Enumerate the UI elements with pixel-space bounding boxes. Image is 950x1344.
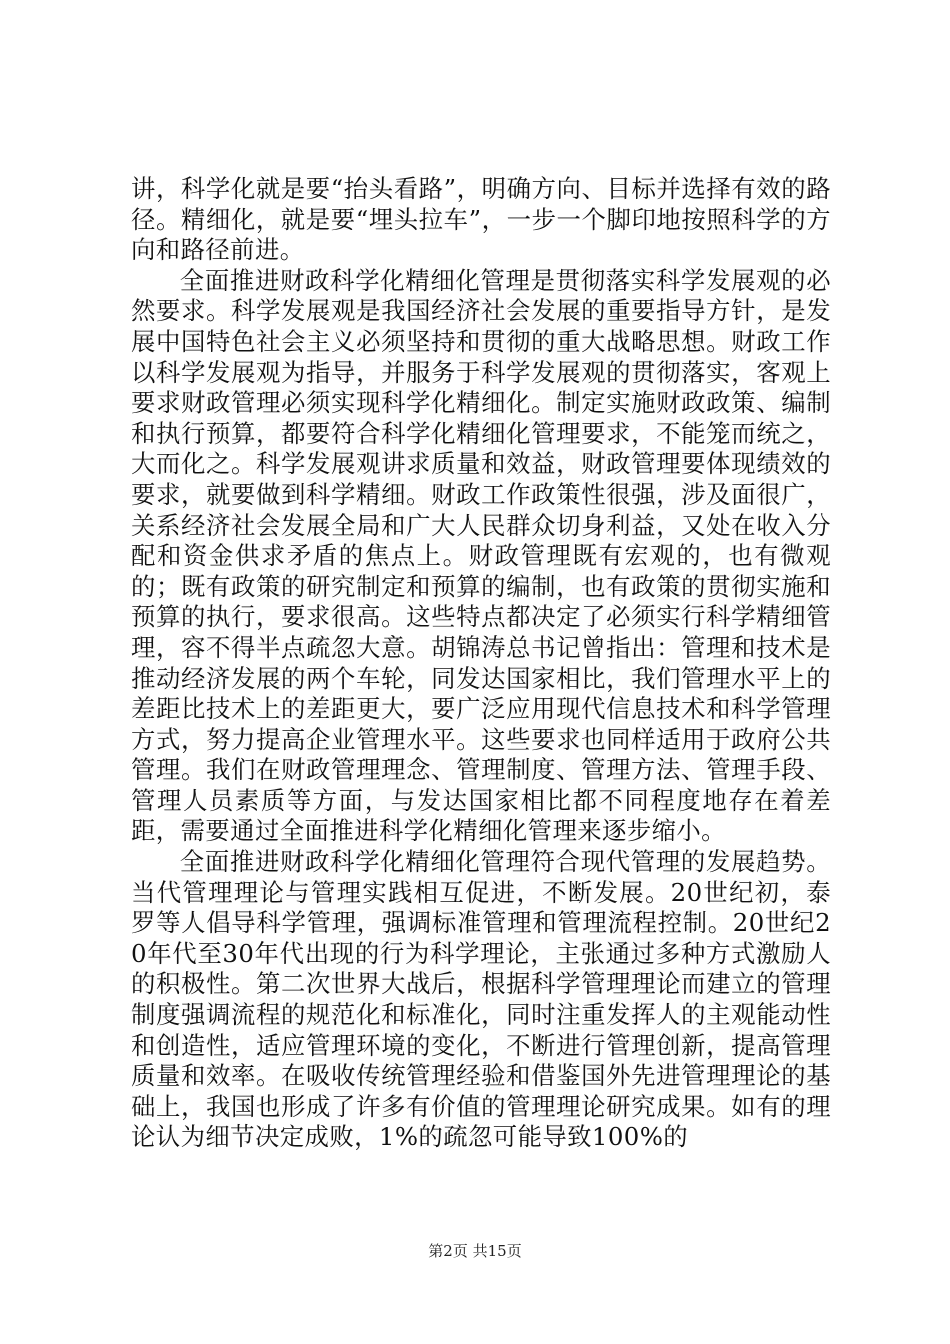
paragraph-continuation: 讲，科学化就是要“抬头看路”，明确方向、目标并选择有效的路径。精细化，就是要“埋头拉车”，一步一个脚印地按照科学的方向和路径前进。 xyxy=(131,174,831,265)
paragraph-scientific-development: 全面推进财政科学化精细化管理是贯彻落实科学发展观的必然要求。科学发展观是我国经济社会发展的重要指导方针，是发展中国特色社会主义必须坚持和贯彻的重大战略思想。财政工作以科学发展观为指导，并服务于科学发展观的贯彻落实，客观上要求财政管理必须实现科学化精细化。制定实施财政政策、编制和执行预算，都要符合科学化精细化管理要求，不能笼而统之，大而化之。科学发展观讲求质量和效益，财政管理要体现绩效的要求，就要做到科学精细。财政工作政策性很强，涉及面很广，关系经济社会发展全局和广大人民群众切身利益，又处在收入分配和资金供求矛盾的焦点上。财政管理既有宏观的，也有微观的；既有政策的研究制定和预算的编制，也有政策的贯彻实施和预算的执行，要求很高。这些特点都决定了必须实行科学精细管理，容不得半点疏忽大意。胡锦涛总书记曾指出：管理和技术是推动经济发展的两个车轮，同发达国家相比，我们管理水平上的差距比技术上的差距更大，要广泛应用现代信息技术和科学管理方式，努力提高企业管理水平。这些要求也同样适用于政府公共管理。我们在财政管理理念、管理制度、管理方法、管理手段、管理人员素质等方面，与发达国家相比都不同程度地存在着差距，需要通过全面推进科学化精细化管理来逐步缩小。 xyxy=(131,265,831,846)
page-number-footer: 第2页 共15页 xyxy=(428,1242,522,1260)
paragraph-modern-management: 全面推进财政科学化精细化管理符合现代管理的发展趋势。当代管理理论与管理实践相互促进，不断发展。20世纪初，泰罗等人倡导科学管理，强调标准管理和管理流程控制。20世纪20年代至30年代出现的行为科学理论，主张通过多种方式激励人的积极性。第二次世界大战后，根据科学管理理论而建立的管理制度强调流程的规范化和标准化，同时注重发挥人的主观能动性和创造性，适应管理环境的变化，不断进行管理创新，提高管理质量和效率。在吸收传统管理经验和借鉴国外先进管理理论的基础上，我国也形成了许多有价值的管理理论研究成果。如有的理论认为细节决定成败，1%的疏忽可能导致100%的 xyxy=(131,847,831,1152)
document-body xyxy=(131,174,831,1153)
